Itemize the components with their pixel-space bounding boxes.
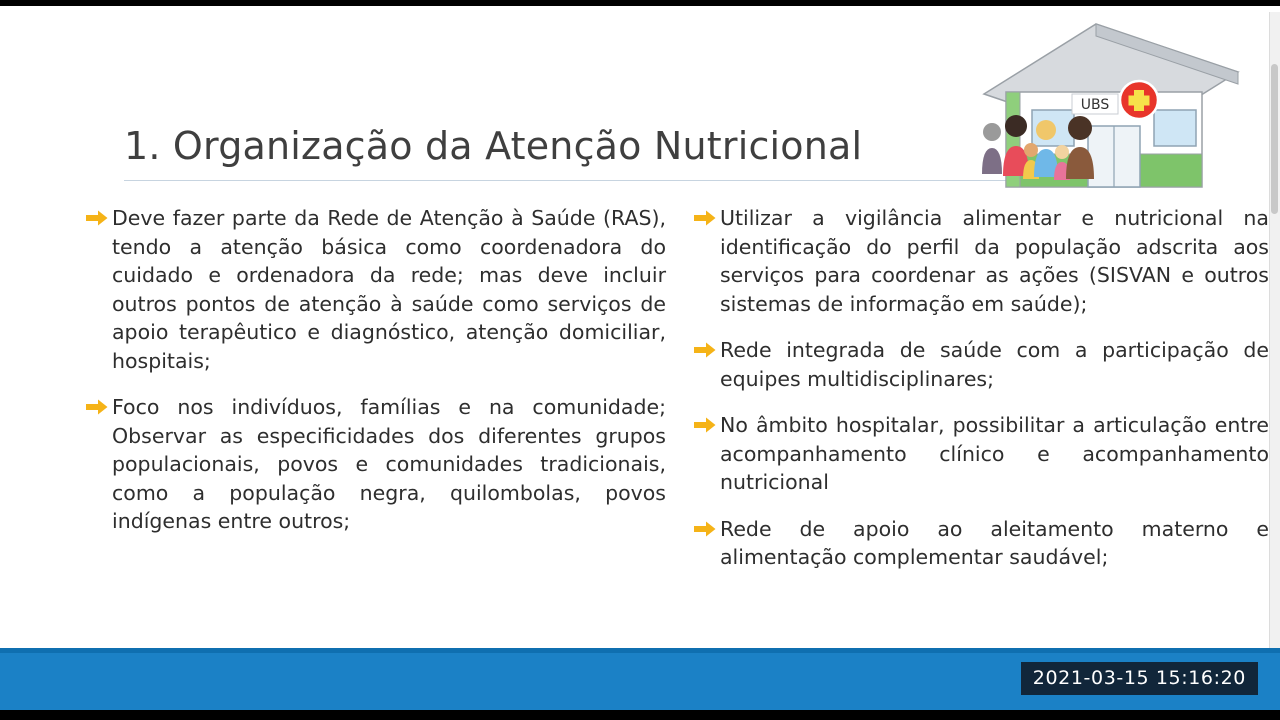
list-item-text: Utilizar a vigilância alimentar e nutricional na identificação do perfil da população adscrita aos serviços para coordenar as ações (SISVAN e outros sistemas de informação em saúde); [720, 206, 1269, 316]
scrollbar-thumb[interactable] [1271, 64, 1278, 214]
frame-bar-bottom [0, 710, 1280, 720]
list-item-text: Rede de apoio ao aleitamento materno e alimentação complementar saudável; [720, 516, 1269, 569]
yellow-arrow-icon [694, 336, 720, 358]
bullet-column-right [694, 204, 1269, 590]
yellow-arrow-icon [86, 393, 112, 415]
list-item [694, 411, 1269, 497]
list-item-text: No âmbito hospitalar, possibilitar a articulação entre acompanhamento clínico e acompanhamento nutricional [720, 413, 1269, 494]
list-item [694, 204, 1269, 318]
yellow-arrow-icon [694, 411, 720, 433]
list-item-text: Foco nos indivíduos, famílias e na comunidade; Observar as especificidades dos diferentes grupos populacionais, povos e comunidades tradicionais, como a população negra, quilombolas, povos indígenas entre outros; [112, 395, 666, 533]
slide-body-columns [86, 204, 1276, 590]
svg-text:UBS: UBS [1080, 97, 1110, 113]
progress-bar[interactable] [0, 648, 1280, 653]
bullet-column-left [86, 204, 666, 590]
yellow-arrow-icon [694, 515, 720, 537]
list-item [694, 515, 1269, 572]
scrollbar[interactable] [1269, 12, 1280, 660]
video-player-bar[interactable] [0, 648, 1280, 710]
slide-canvas [0, 6, 1280, 654]
page-title: 1. Organização da Atenção Nutricional [124, 124, 863, 168]
list-item [86, 204, 666, 375]
list-item-text: Rede integrada de saúde com a participação de equipes multidisciplinares; [720, 338, 1269, 391]
list-item [694, 336, 1269, 393]
yellow-arrow-icon [86, 204, 112, 226]
timestamp-overlay: 2021-03-15 15:16:20 [1021, 662, 1258, 695]
yellow-arrow-icon [694, 204, 720, 226]
list-item [86, 393, 666, 536]
ubs-health-center-illustration [976, 14, 1246, 194]
list-item-text: Deve fazer parte da Rede de Atenção à Saúde (RAS), tendo a atenção básica como coordenadora do cuidado e ordenadora da rede; mas deve incluir outros pontos de atenção à saúde como serviços de apoio terapêutico e diagnóstico, atenção domiciliar, hospitais; [112, 206, 666, 373]
